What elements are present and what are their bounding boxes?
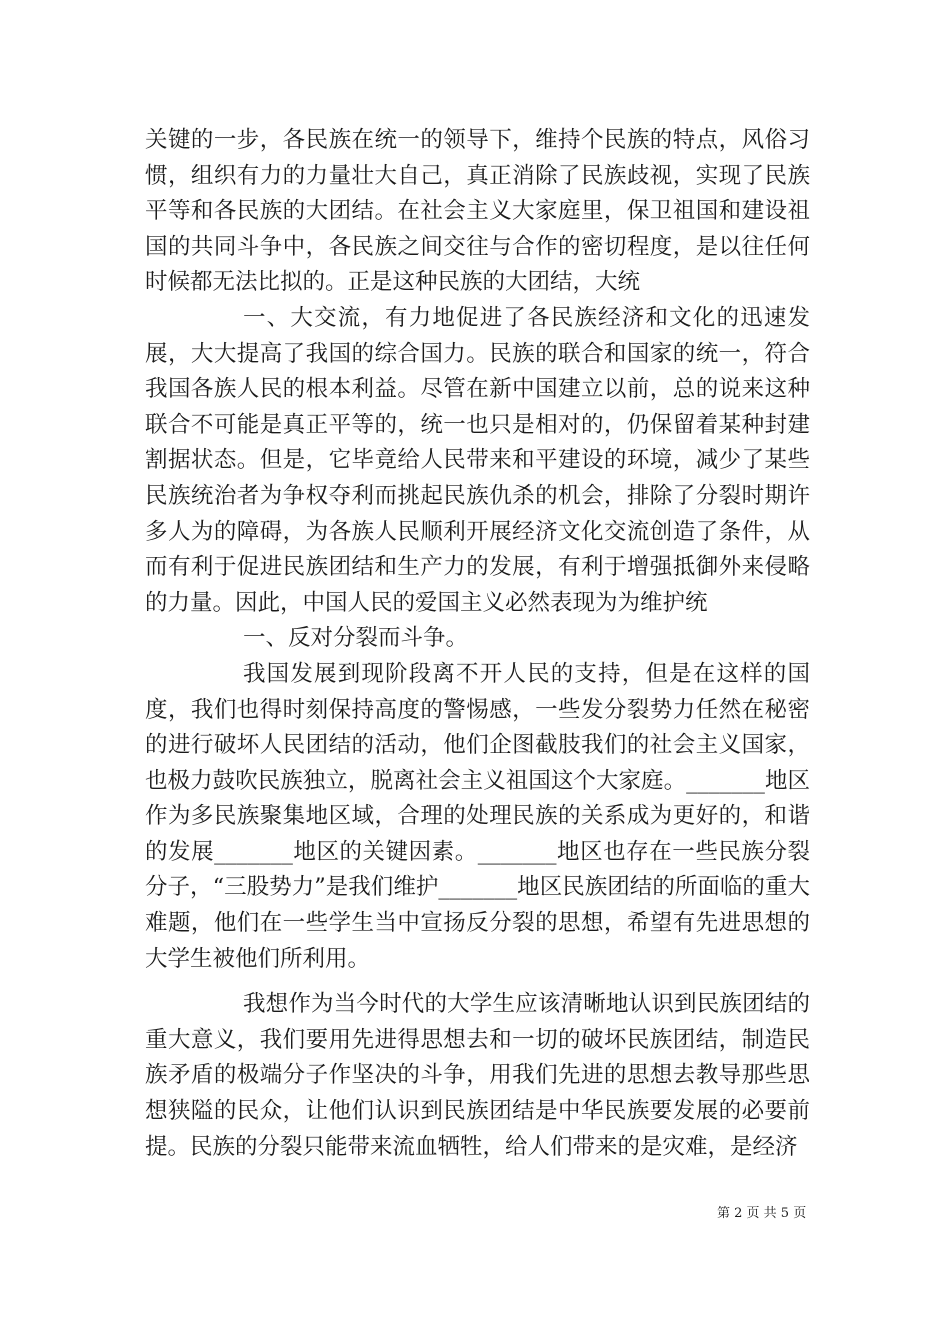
- paragraph-4: 我国发展到现阶段离不开人民的支持，但是在这样的国度，我们也得时刻保持高度的警惕感，一些发分裂势力任然在秘密的进行破坏人民团结的活动，他们企图截肢我们的社会主义国家，也极力鼓吹民族独立，脱离社会主义祖国这个大家庭。_______地区作为多民族聚集地区域，合理的处理民族的关系成为更好的，和谐的发展_______地区的关键因素。_______地区也存在一些民族分裂分子，“三股势力”是我们维护_______地区民族团结的所面临的重大难题，他们在一些学生当中宣扬反分裂的思想，希望有先进思想的大学生被他们所利用。: [145, 660, 810, 972]
- paragraph-5: 我想作为当今时代的大学生应该清晰地认识到民族团结的重大意义，我们要用先进得思想去和一切的破坏民族团结，制造民族矛盾的极端分子作坚决的斗争，用我们先进的思想去教导那些思想狭隘的民众，让他们认识到民族团结是中华民族要发展的必要前提。民族的分裂只能带来流血牺牲，给人们带来的是灾难，是经济: [145, 991, 810, 1160]
- document-body: [145, 123, 810, 1165]
- paragraph-1: 关键的一步，各民族在统一的领导下，维持个民族的特点，风俗习惯，组织有力的力量壮大自己，真正消除了民族歧视，实现了民族平等和各民族的大团结。在社会主义大家庭里，保卫祖国和建设祖国的共同斗争中，各民族之间交往与合作的密切程度，是以往任何时候都无法比拟的。正是这种民族的大团结，大统: [145, 127, 810, 296]
- paragraph-3: 一、反对分裂而斗争。: [243, 625, 469, 652]
- paragraph-2: 一、大交流，有力地促进了各民族经济和文化的迅速发展，大大提高了我国的综合国力。民族的联合和国家的统一，符合我国各族人民的根本利益。尽管在新中国建立以前，总的说来这种联合不可能是真正平等的，统一也只是相对的，仍保留着某种封建割据状态。但是，它毕竟给人民带来和平建设的环境，减少了某些民族统治者为争权夺利而挑起民族仇杀的机会，排除了分裂时期许多人为的障碍，为各族人民顺利开展经济文化交流创造了条件，从而有利于促进民族团结和生产力的发展，有利于增强抵御外来侵略的力量。因此，中国人民的爱国主义必然表现为为维护统: [145, 304, 810, 616]
- page-number-footer: 第 2 页 共 5 页: [717, 1206, 807, 1221]
